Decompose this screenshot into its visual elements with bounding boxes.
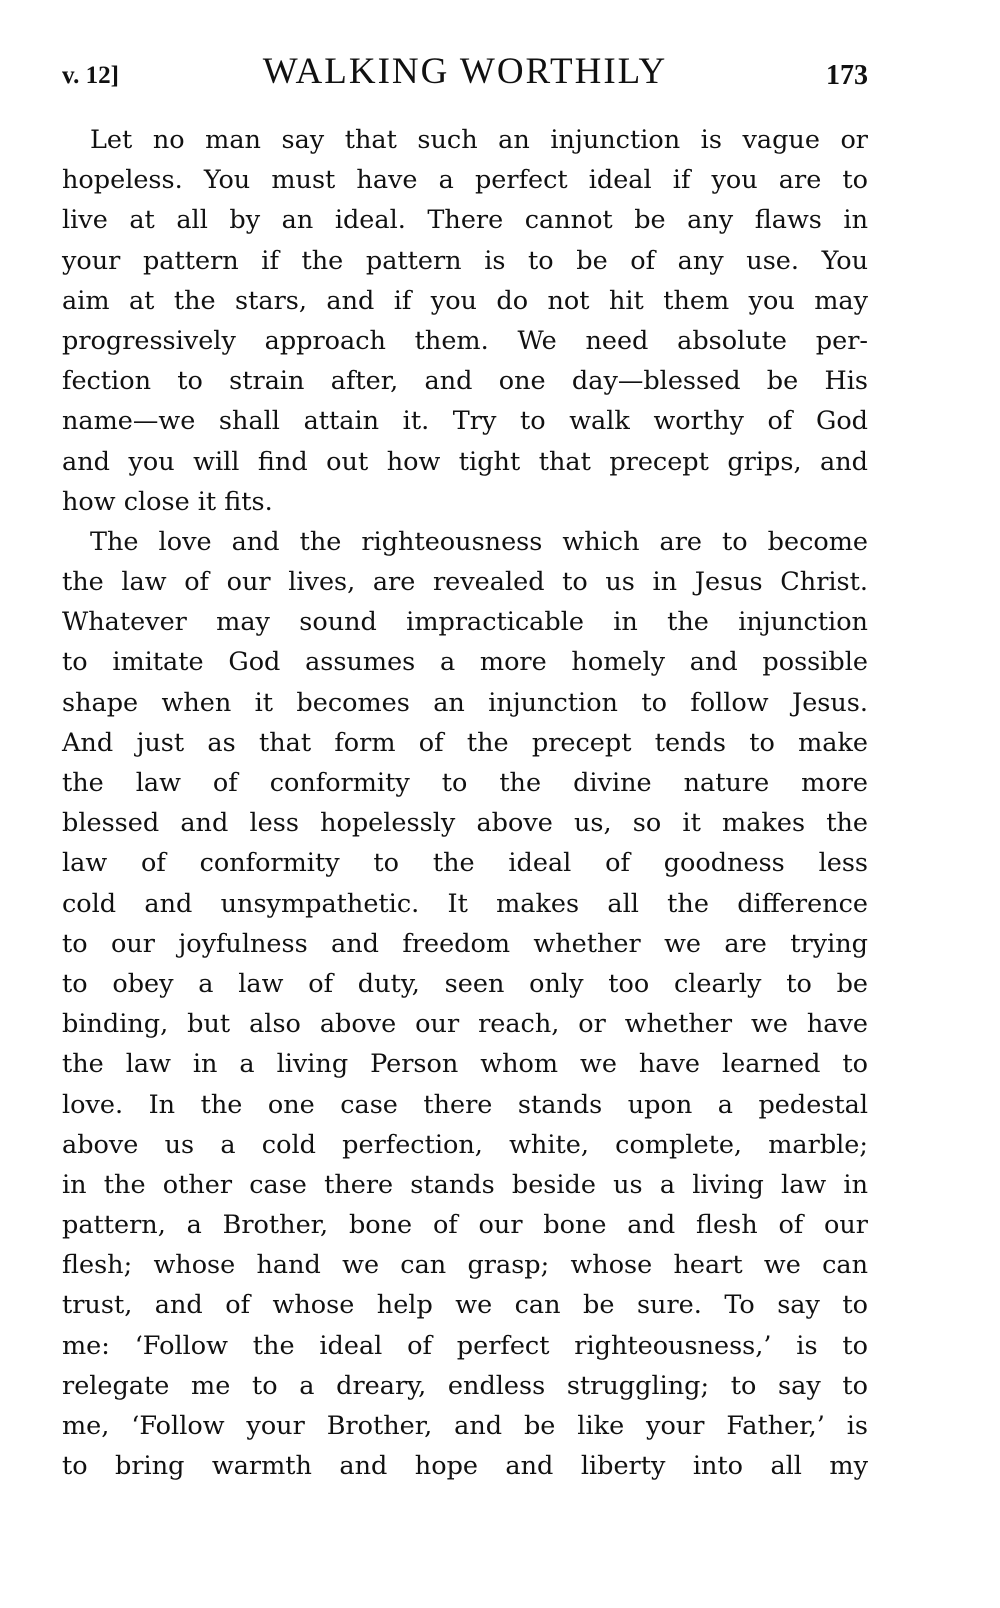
body-text bbox=[62, 120, 868, 1486]
text-line: above us a cold perfection, white, complete, marble; bbox=[62, 1129, 868, 1160]
text-line: live at all by an ideal. There cannot be any flaws in bbox=[62, 205, 868, 236]
text-line: relegate me to a dreary, endless struggling; to say to bbox=[62, 1370, 868, 1401]
text-line: to obey a law of duty, seen only too clearly to be bbox=[62, 968, 868, 999]
text-line: binding, but also above our reach, or whether we have bbox=[62, 1009, 868, 1040]
text-line: The love and the righteousness which are to become bbox=[90, 526, 868, 557]
text-line: shape when it becomes an injunction to follow Jesus. bbox=[62, 687, 868, 718]
text-line: name—we shall attain it. Try to walk worthy of God bbox=[62, 406, 868, 437]
text-line: aim at the stars, and if you do not hit them you may bbox=[62, 285, 868, 316]
page-number: 173 bbox=[826, 60, 868, 91]
paragraph-2 bbox=[62, 522, 868, 1487]
text-line: and you will find out how tight that precept grips, and bbox=[62, 446, 868, 477]
text-line: to bring warmth and hope and liberty into all my bbox=[62, 1451, 868, 1482]
text-line: in the other case there stands beside us a living law in bbox=[62, 1169, 868, 1200]
text-line: Whatever may sound impracticable in the injunction bbox=[62, 607, 868, 638]
text-line: hopeless. You must have a perfect ideal if you are to bbox=[62, 165, 868, 196]
text-line: the law of our lives, are revealed to us in Jesus Christ. bbox=[62, 567, 868, 598]
text-line: me, ‘Follow your Brother, and be like your Father,’ is bbox=[62, 1411, 868, 1441]
text-line: blessed and less hopelessly above us, so it makes the bbox=[62, 808, 868, 839]
text-line: to imitate God assumes a more homely and possible bbox=[62, 647, 868, 678]
text-line: cold and unsympathetic. It makes all the difference bbox=[62, 888, 868, 919]
text-line: law of conformity to the ideal of goodness less bbox=[62, 848, 868, 879]
book-page bbox=[62, 46, 868, 1482]
text-line: And just as that form of the precept tends to make bbox=[62, 727, 868, 758]
text-line: fection to strain after, and one day—blessed be His bbox=[62, 366, 868, 397]
text-line: how close it fits. bbox=[62, 486, 273, 517]
text-line: flesh; whose hand we can grasp; whose heart we can bbox=[62, 1250, 868, 1281]
text-line: progressively approach them. We need absolute per- bbox=[62, 325, 868, 356]
running-title: WALKING WORTHILY bbox=[262, 51, 668, 92]
running-head bbox=[62, 46, 868, 96]
text-line: the law in a living Person whom we have learned to bbox=[62, 1049, 868, 1080]
text-line: the law of conformity to the divine nature more bbox=[62, 768, 868, 798]
paragraph-1 bbox=[62, 120, 868, 522]
text-line: love. In the one case there stands upon a pedestal bbox=[62, 1089, 868, 1120]
text-line: pattern, a Brother, bone of our bone and flesh of our bbox=[62, 1210, 868, 1241]
text-line: your pattern if the pattern is to be of any use. You bbox=[62, 245, 868, 276]
verse-reference: v. 12] bbox=[62, 62, 119, 89]
text-line: me: ‘Follow the ideal of perfect righteousness,’ is to bbox=[62, 1330, 868, 1361]
text-line: trust, and of whose help we can be sure. To say to bbox=[62, 1290, 868, 1321]
text-line: to our joyfulness and freedom whether we are trying bbox=[62, 928, 868, 959]
text-line: Let no man say that such an injunction is vague or bbox=[90, 125, 868, 155]
